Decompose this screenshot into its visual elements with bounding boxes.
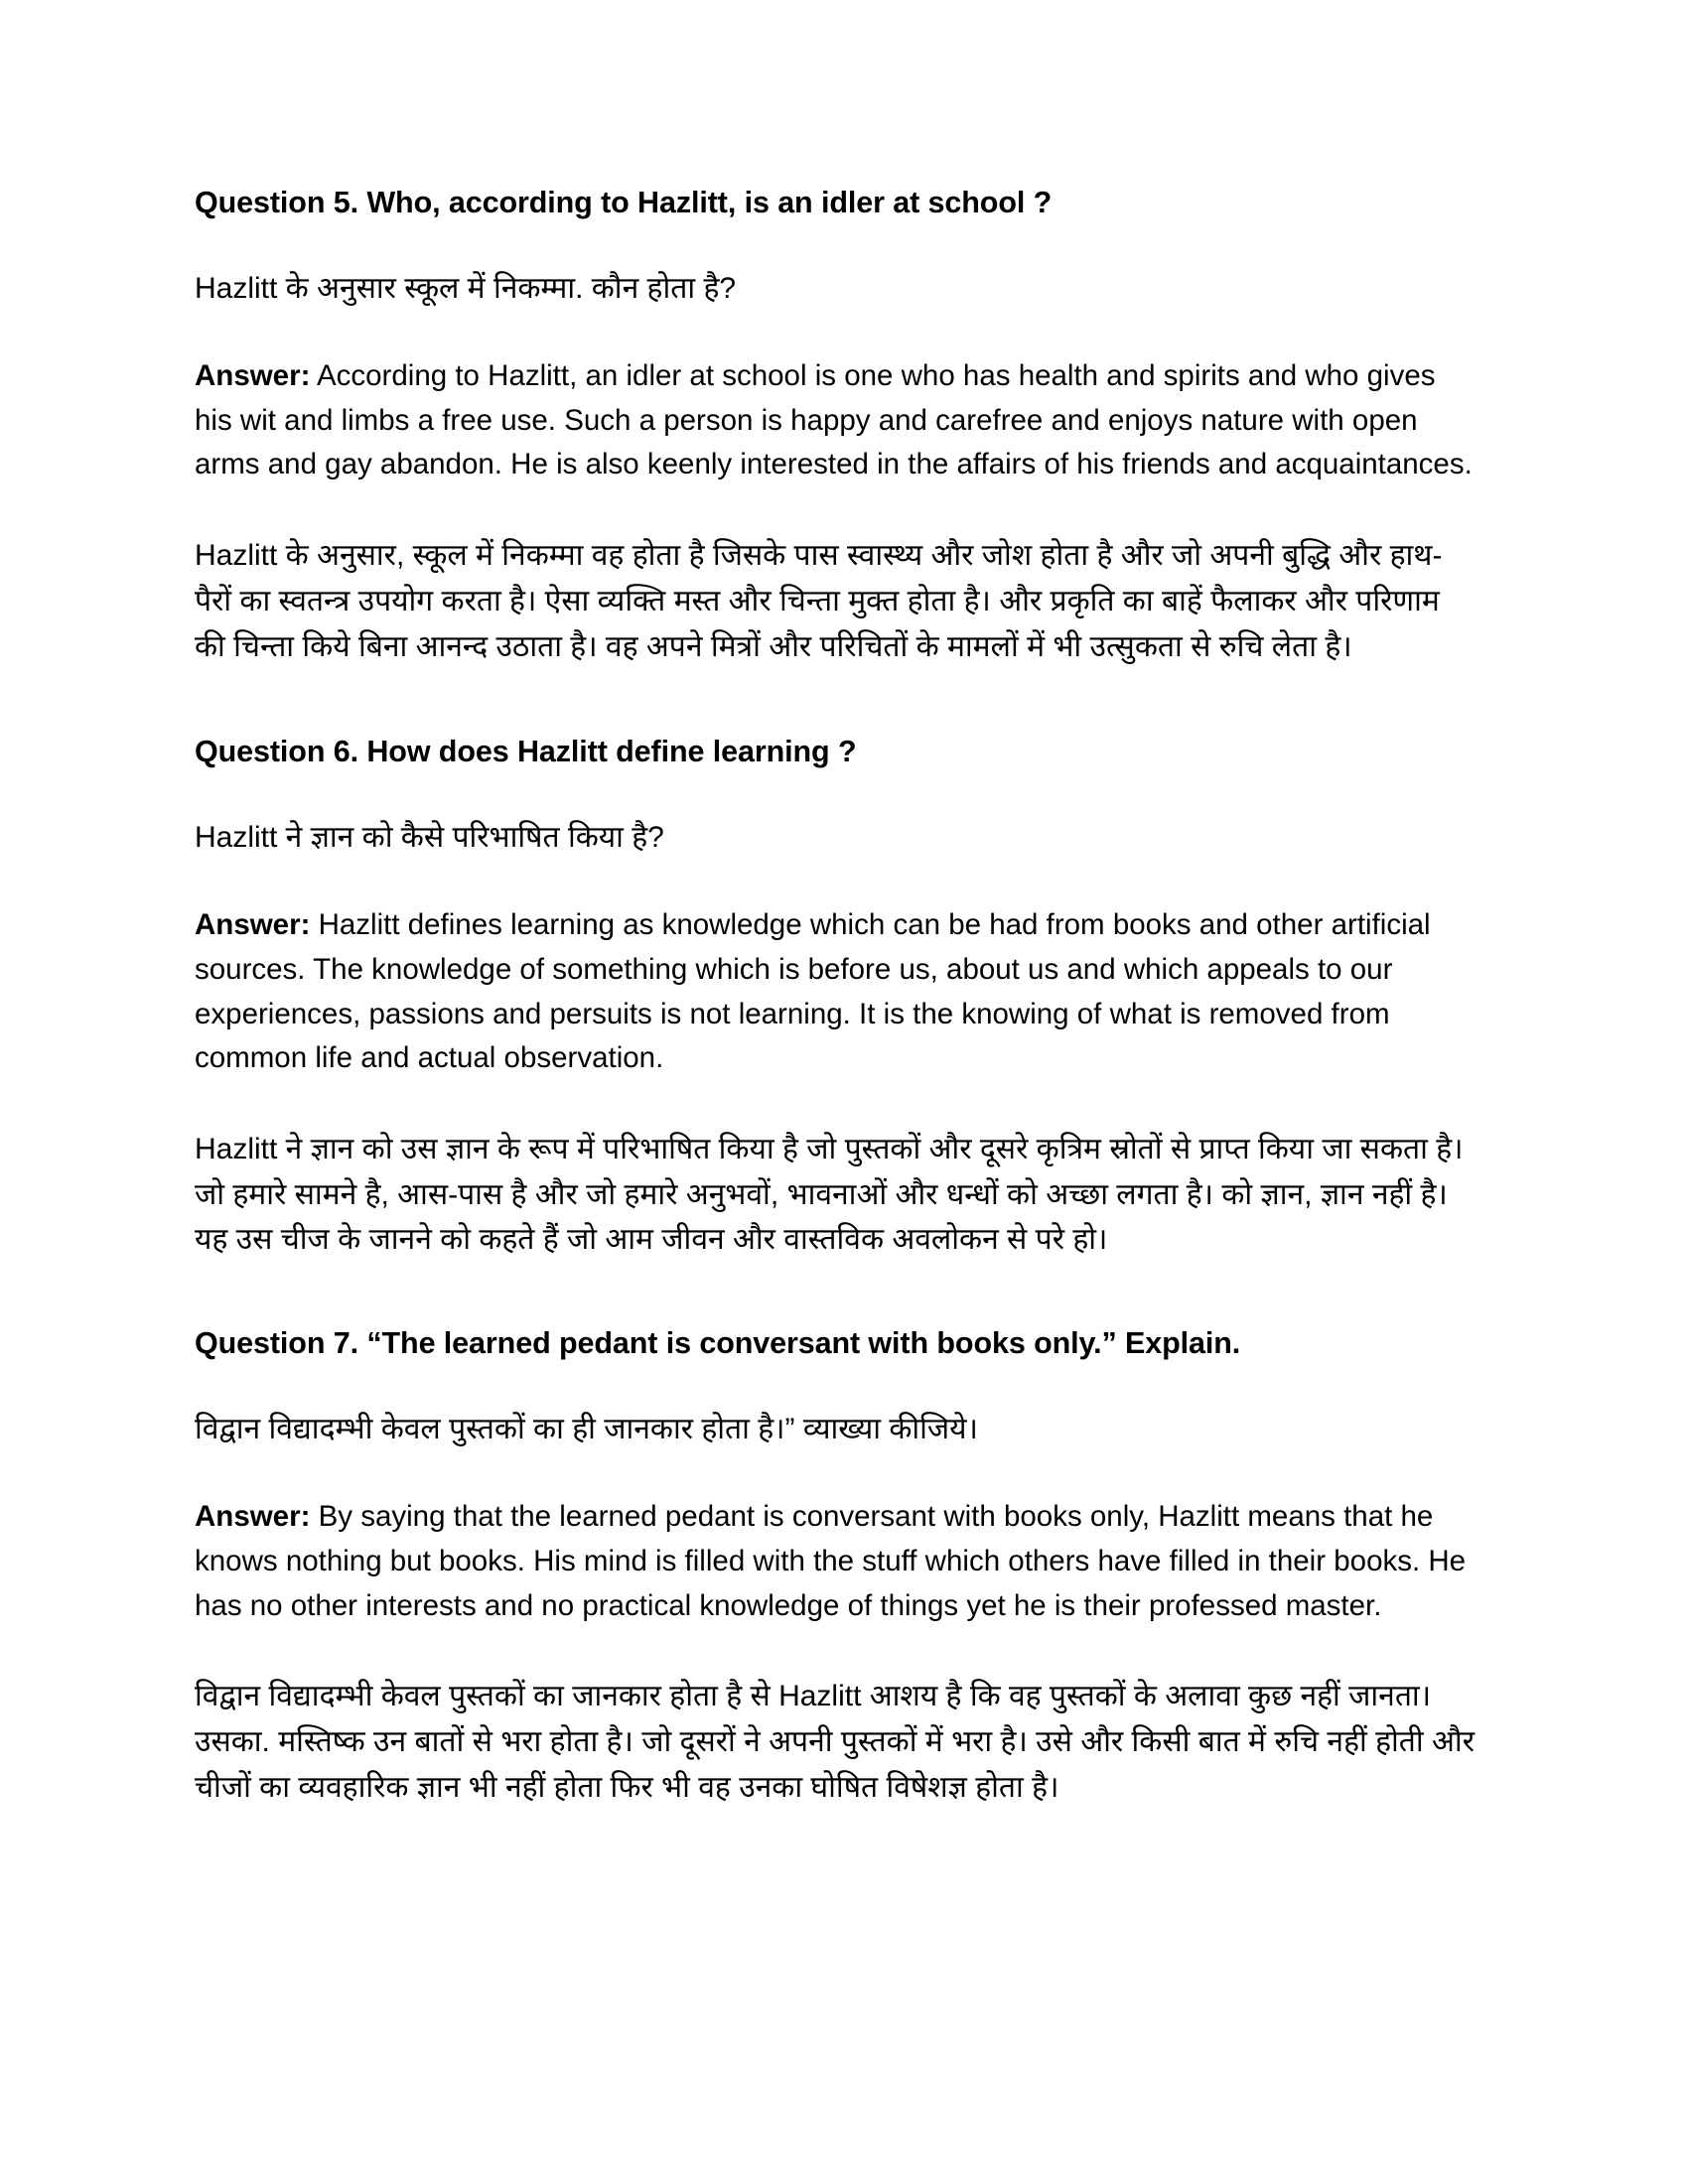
- question-7-heading-hindi: विद्वान विद्यादम्भी केवल पुस्तकों का ही जानकार होता है।” व्याख्या कीजिये।: [195, 1412, 978, 1445]
- question-7-answer-hindi: विद्वान विद्यादम्भी केवल पुस्तकों का जानकार होता है से Hazlitt आशय है कि वह पुस्तकों के अलावा कुछ नहीं जानता। उसका. मस्तिष्क उन बातों से भरा होता है। जो दूसरों ने अपनी पुस्तकों में भरा है। उसे और किसी बात में रुचि नहीं होती और चीजों का व्यवहारिक ज्ञान भी नहीं होता फिर भी वह उनका घोषित विषेशज्ञ होता है।: [195, 1680, 1475, 1804]
- question-5-answer-english: [195, 354, 1476, 487]
- block-spacer: [195, 1314, 1476, 1324]
- question-7-answer-english: [195, 1495, 1476, 1628]
- qa-block-question-5: [195, 184, 1476, 669]
- answer-label: Answer:: [195, 907, 311, 941]
- qa-block-question-7: [195, 1324, 1476, 1810]
- question-6-answer-hindi: Hazlitt ने ज्ञान को उस ज्ञान के रूप में परिभाषित किया है जो पुस्तकों और दूसरे कृत्रिम स्रोतों से प्राप्त किया जा सकता है। जो हमारे सामने है, आस-पास है और जो हमारे अनुभवों, भावनाओं और धन्धों को अच्छा लगता है। को ज्ञान, ज्ञान नहीं है। यह उस चीज के जानने को कहते हैं जो आम जीवन और वास्तविक अवलोकन से परे हो।: [195, 1133, 1464, 1257]
- question-6-heading-hindi: Hazlitt ने ज्ञान को कैसे परिभाषित किया है?: [195, 820, 664, 854]
- answer-text: Hazlitt defines learning as knowledge which can be had from books and other artificial sources. The knowledge of something which is before us, about us and which appeals to our experiences, passions and persuits is not learning. It is the knowing of what is removed from common life and actual observation.: [195, 907, 1431, 1075]
- answer-text: According to Hazlitt, an idler at school is one who has health and spirits and who gives his wit and limbs a free use. Such a person is happy and carefree and enjoys nature with open arms and gay abandon. He is also keenly interested in the affairs of his friends and acquaintances.: [195, 358, 1473, 481]
- question-5-answer-hindi: Hazlitt के अनुसार, स्कूल में निकम्मा वह होता है जिसके पास स्वास्थ्य और जोश होता है और जो अपनी बुद्धि और हाथ-पैरों का स्वतन्त्र उपयोग करता है। ऐसा व्यक्ति मस्त और चिन्ता मुक्त होता है। और प्रकृति का बाहें फैलाकर और परिणाम की चिन्ता किये बिना आनन्द उठाता है। वह अपने मित्रों और परिचितों के मामलों में भी उत्सुकता से रुचि लेता है।: [195, 539, 1443, 663]
- block-spacer: [195, 721, 1476, 733]
- question-7-heading: Question 7. “The learned pedant is conversant with books only.” Explain.: [195, 1326, 1241, 1361]
- question-6-answer-english: [195, 903, 1476, 1081]
- question-5-heading-hindi: Hazlitt के अनुसार स्कूल में निकम्मा. कौन होता है?: [195, 271, 737, 305]
- document-content: [195, 184, 1476, 1810]
- question-6-heading: Question 6. How does Hazlitt define learning ?: [195, 735, 857, 769]
- answer-text: By saying that the learned pedant is conversant with books only, Hazlitt means that he knows nothing but books. His mind is filled with the stuff which others have filled in their books. He has no other interests and no practical knowledge of things yet he is their professed master.: [195, 1499, 1467, 1622]
- answer-label: Answer:: [195, 358, 311, 392]
- answer-label: Answer:: [195, 1499, 311, 1533]
- question-5-heading: Question 5. Who, according to Hazlitt, is an idler at school ?: [195, 186, 1053, 219]
- qa-block-question-6: [195, 733, 1476, 1263]
